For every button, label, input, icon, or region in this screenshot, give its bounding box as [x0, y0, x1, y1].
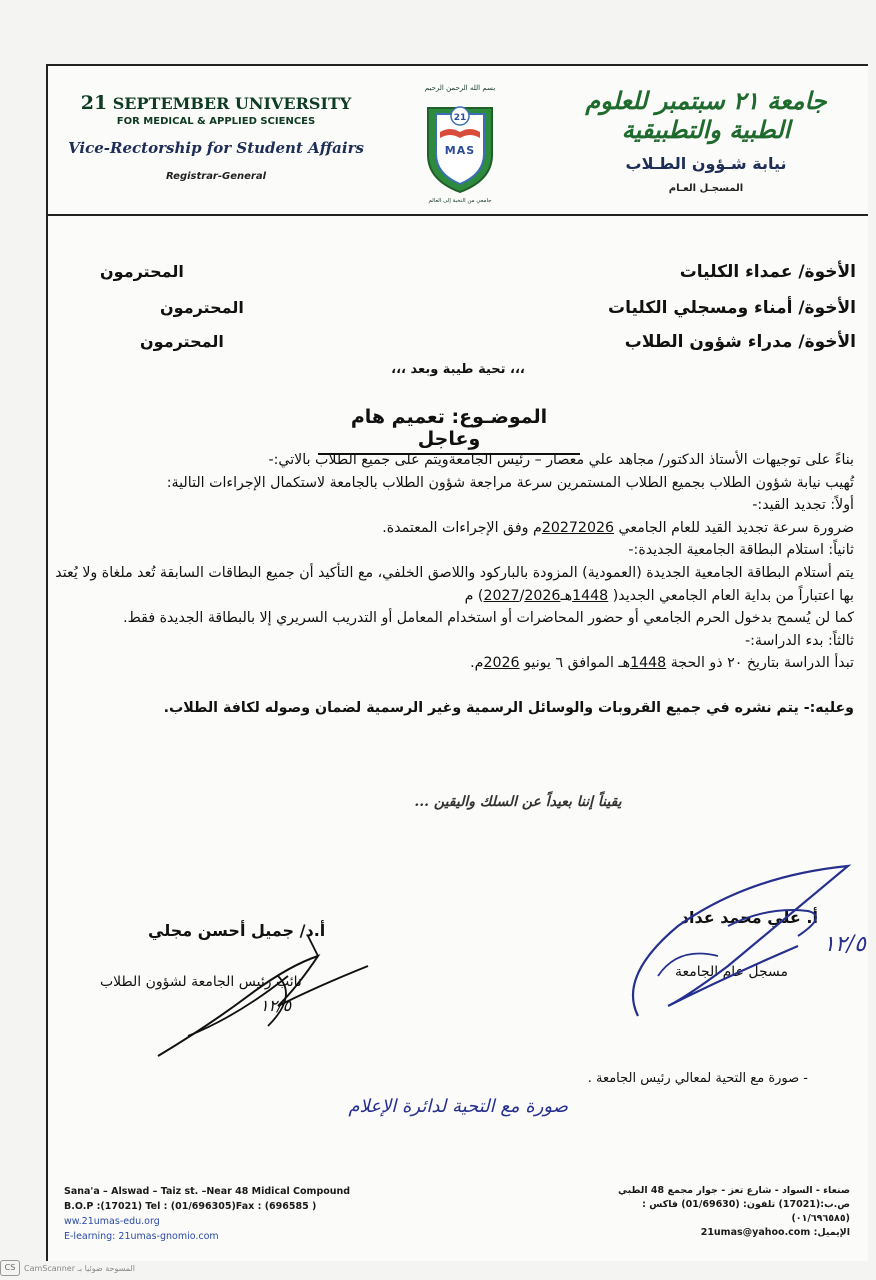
letter-page: [46, 64, 868, 1261]
section-1-title: أولاً: تجديد القيد:-: [752, 497, 854, 514]
letter-body: [54, 449, 854, 720]
scanner-text: CamScanner المسوحة ضوئيا بـ: [24, 1263, 136, 1273]
header-divider: [48, 214, 868, 216]
university-name-ar: جامعة ٢١ سبتمبر للعلوم الطبية والتطبيقية: [585, 86, 827, 144]
header-arabic: [556, 86, 856, 194]
vice-rector-signature: [148, 916, 388, 1066]
respect-2: المحترمون: [160, 298, 244, 317]
registrar-date-mark: ١٢/٥: [823, 932, 866, 957]
registrar-en: Registrar-General: [165, 171, 267, 182]
university-subtitle-en: FOR MEDICAL & APPLIED SCIENCES: [116, 116, 316, 127]
university-logo: [410, 80, 510, 205]
logo-number: 21: [453, 113, 467, 123]
footer-elearning[interactable]: E-learning: 21umas-gnomio.com: [64, 1231, 219, 1242]
footer-address-en: Sana'a – Alswad – Taiz st. –Near 48 Midical Compound: [64, 1186, 351, 1197]
vice-rector-date-mark: ١٢/٥: [260, 996, 292, 1015]
logo-basmala: بسم الله الرحمن الرحيم: [424, 84, 496, 92]
scanner-watermark: [0, 1258, 200, 1278]
footer-fax-ar: (٠١/٦٩٦٥٨٥): [791, 1213, 850, 1224]
vice-rector-name: أ.د/ جميل أحسن مجلي: [148, 921, 326, 940]
subject-title: الموضـوع: تعميم هام وعاجل: [318, 406, 580, 455]
department-en: Vice-Rectorship for Student Affairs: [68, 139, 364, 157]
intro-paragraph: بناءً على توجيهات الأستاذ الدكتور/ مجاهد علي معصار – رئيس الجامعةويتم على جميع الطلاب بالاتي:-: [268, 452, 854, 468]
greeting: ،،، تحية طيبة وبعد ،،،: [391, 362, 525, 377]
footer-email-row: [618, 1226, 850, 1240]
section-3-title: ثالثاً: بدء الدراسة:-: [745, 632, 854, 649]
handwritten-copy-note: صورة مع التحية لدائرة الإعلام: [348, 1096, 568, 1117]
addressee-3: الأخوة/ مدراء شؤون الطلاب: [624, 332, 856, 352]
header-english: [66, 92, 366, 182]
registrar-title: مسجل عام الجامعة: [674, 964, 788, 980]
respect-1: المحترمون: [100, 262, 184, 281]
section-2-note: كما لن يُسمح بدخول الحرم الجامعي أو حضور المحاضرات أو استخدام المعامل أو التدريب السريري إلا بالبطاقة الجديدة فقط.: [123, 610, 854, 627]
camscanner-icon: CS: [0, 1260, 20, 1276]
section-3-text: تبدأ الدراسة بتاريخ ٢٠ ذو الحجة 1448هـ الموافق ٦ يونيو 2026م.: [470, 655, 854, 672]
footer-address-ar: صنعاء - السواد - شارع تعز - جوار مجمع 48 الطبي: [618, 1185, 850, 1196]
university-name-en: 21 SEPTEMBER UNIVERSITY: [80, 92, 352, 114]
section-2-text: يتم أستلام البطاقة الجامعية الجديدة (العمودية) المزودة بالباركود واللاصق الخلفي، مع التأكيد أن جميع البطاقات السابقة تُعد ملغاة ولا يُعتد بها اعتباراً من بداية العام الجامعي الجديد( 1448هـ2027/2026) م: [55, 564, 854, 604]
section-1-text: ضرورة سرعة تجديد القيد للعام الجامعي 20272026م وفق الإجراءات المعتمدة.: [382, 519, 854, 536]
addressee-2: الأخوة/ أمناء ومسجلي الكليات: [608, 298, 856, 318]
registrar-ar: المسجـل العـام: [668, 183, 744, 194]
respect-3: المحترمون: [140, 332, 224, 351]
footer-email[interactable]: 21umas@yahoo.com: [700, 1227, 811, 1238]
footer-phone-en: B.O.P :(17021) Tel : (01/696305)Fax : (696585 ): [64, 1201, 317, 1212]
vice-rector-title: نائب رئيس الجامعة لشؤون الطلاب: [100, 974, 302, 990]
department-ar: نيابة شـؤون الطـلاب: [625, 154, 787, 173]
logo-letters: MAS: [444, 144, 476, 157]
logo-caption: جامعي من النخبة إلى العالم: [428, 198, 492, 204]
motto-line: يقيناً إننا بعيداً عن السلك واليقين ...: [414, 794, 622, 810]
carbon-copy: - صورة مع التحية لمعالي رئيس الجامعة .: [587, 1071, 808, 1086]
section-2-title: ثانياً: استلام البطاقة الجامعية الجديدة:-: [628, 542, 854, 559]
footer-email-label: الإيميل:: [813, 1227, 850, 1238]
footer-phone-ar: ص.ب:(17021) تلفون: (01/69630) فاكس :: [642, 1199, 850, 1210]
request-paragraph: تُهيب نيابة شؤون الطلاب بجميع الطلاب المستمرين سرعة مراجعة شؤون الطلاب بالجامعة لاستكمال الإجراءات التالية:: [166, 474, 854, 491]
registrar-signature: [608, 856, 858, 1036]
academic-year: 20272026: [541, 519, 615, 536]
registrar-name: أ. علي محمد عداد: [680, 908, 818, 927]
footer-english: [64, 1184, 350, 1244]
footer-arabic: [618, 1184, 850, 1240]
conclusion-paragraph: وعليه:- يتم نشره في جميع القروبات والوسائل الرسمية وغير الرسمية لضمان وصوله لكافة الطلاب.: [163, 699, 854, 716]
addressee-1: الأخوة/ عمداء الكليات: [679, 262, 856, 282]
footer-website[interactable]: ww.21umas-edu.org: [64, 1216, 160, 1227]
